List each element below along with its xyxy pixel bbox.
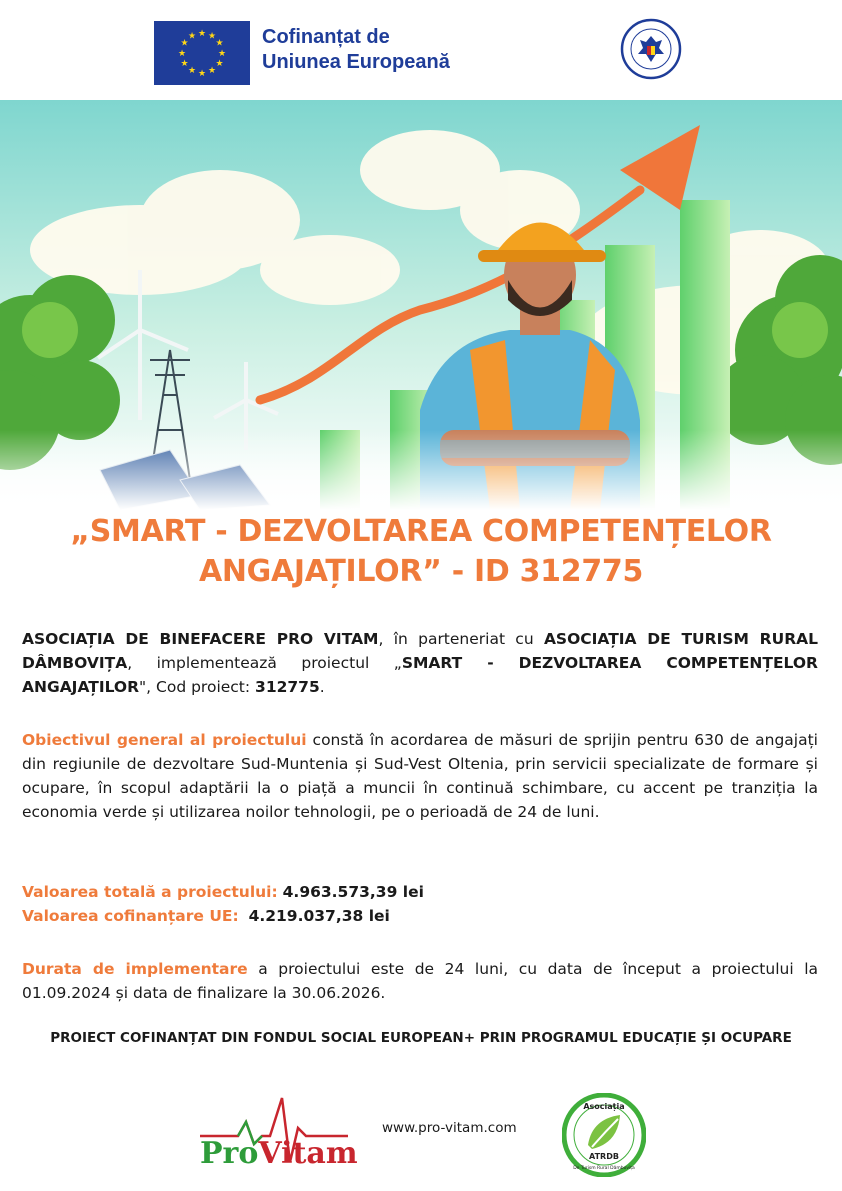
duration-text: a proiectului este de 24 luni, cu data de început a proiectului la 01.09.2024 și data de finalizare la 30.06.2026.: [22, 960, 818, 1002]
eu-line-1: Cofinanțat de: [262, 26, 390, 48]
eu-value-row: [22, 904, 818, 928]
objective-label: Obiectivul general al proiectului: [22, 731, 307, 749]
svg-text:★: ★: [180, 38, 189, 49]
objective-text: constă în acordarea de măsuri de sprijin pentru 630 de angajați din regiunile de dezvoltare Sud-Muntenia și Sud-Vest Oltenia, prin servicii specializate de formare și ocupare, în scopul adaptării la o piață a muncii în continuă schimbare, cu accent pe tranziția la economia verde și utilizarea noilor tehnologii, pe o perioadă de 24 de luni.: [22, 731, 818, 821]
total-value-amount: 4.963.573,39 lei: [282, 883, 424, 901]
svg-text:★: ★: [197, 69, 207, 79]
project-code: 312775: [255, 678, 320, 696]
atrdb-mid-text: ATRDB: [589, 1152, 619, 1161]
atrdb-logo: [562, 1093, 646, 1177]
eu-flag-icon: [154, 21, 250, 85]
intro-text-1: , în parteneriat cu: [378, 630, 544, 648]
duration-label: Durata de implementare: [22, 960, 248, 978]
intro-text-4: .: [319, 678, 325, 696]
project-title-line-2: ANGAJAȚILOR” - ID 312775: [198, 554, 644, 589]
total-value-label: Valoarea totală a proiectului:: [22, 883, 278, 901]
svg-text:★: ★: [180, 59, 189, 69]
project-title-line-1: „SMART - DEZVOLTAREA COMPETENȚELOR: [70, 514, 772, 549]
provitam-wordmark: [200, 1136, 358, 1171]
svg-text:★: ★: [207, 31, 217, 42]
eu-cofinancing-label: [262, 25, 450, 75]
svg-text:★: ★: [177, 49, 187, 59]
partner-organization: ASOCIAȚIA DE TURISM RURAL DÂMBOVIȚA: [22, 630, 819, 672]
project-values: [22, 880, 818, 928]
eu-value-amount: 4.219.037,38 lei: [248, 907, 390, 925]
duration-paragraph: [22, 957, 818, 1005]
atrdb-bottom-text: De Turism Rural Dâmbovița: [573, 1166, 635, 1171]
svg-text:★: ★: [215, 38, 224, 49]
eu-value-label: Valoarea cofinanțare UE:: [22, 907, 239, 925]
project-title: [0, 512, 842, 592]
svg-text:★: ★: [187, 66, 197, 76]
website-link[interactable]: www.pro-vitam.com: [382, 1120, 517, 1136]
svg-text:★: ★: [187, 31, 197, 42]
romanian-government-seal-icon: [620, 18, 682, 80]
program-statement: PROIECT COFINANȚAT DIN FONDUL SOCIAL EUROPEAN+ PRIN PROGRAMUL EDUCAȚIE ȘI OCUPARE: [50, 1030, 792, 1046]
svg-text:★: ★: [217, 49, 227, 59]
eu-line-2: Uniunea Europeană: [262, 51, 450, 73]
lead-organization: ASOCIAȚIA DE BINEFACERE PRO VITAM: [22, 630, 379, 648]
provitam-pro-text: Pro: [200, 1136, 259, 1171]
hero-illustration: [0, 100, 842, 510]
svg-text:★: ★: [197, 29, 207, 39]
intro-text-2: , implementează proiectul „: [127, 654, 402, 672]
svg-text:★: ★: [215, 59, 224, 69]
objective-paragraph: [22, 728, 818, 824]
atrdb-top-text: Asociația: [583, 1102, 625, 1111]
total-value-row: [22, 880, 818, 904]
project-name: SMART - DEZVOLTAREA COMPETENȚELOR ANGAJAȚILOR: [22, 654, 818, 696]
intro-paragraph: [22, 627, 818, 699]
svg-text:★: ★: [207, 66, 217, 76]
header: [0, 0, 842, 100]
provitam-vitam-text: Vitam: [258, 1136, 358, 1171]
intro-text-3: ", Cod proiect:: [139, 678, 256, 696]
